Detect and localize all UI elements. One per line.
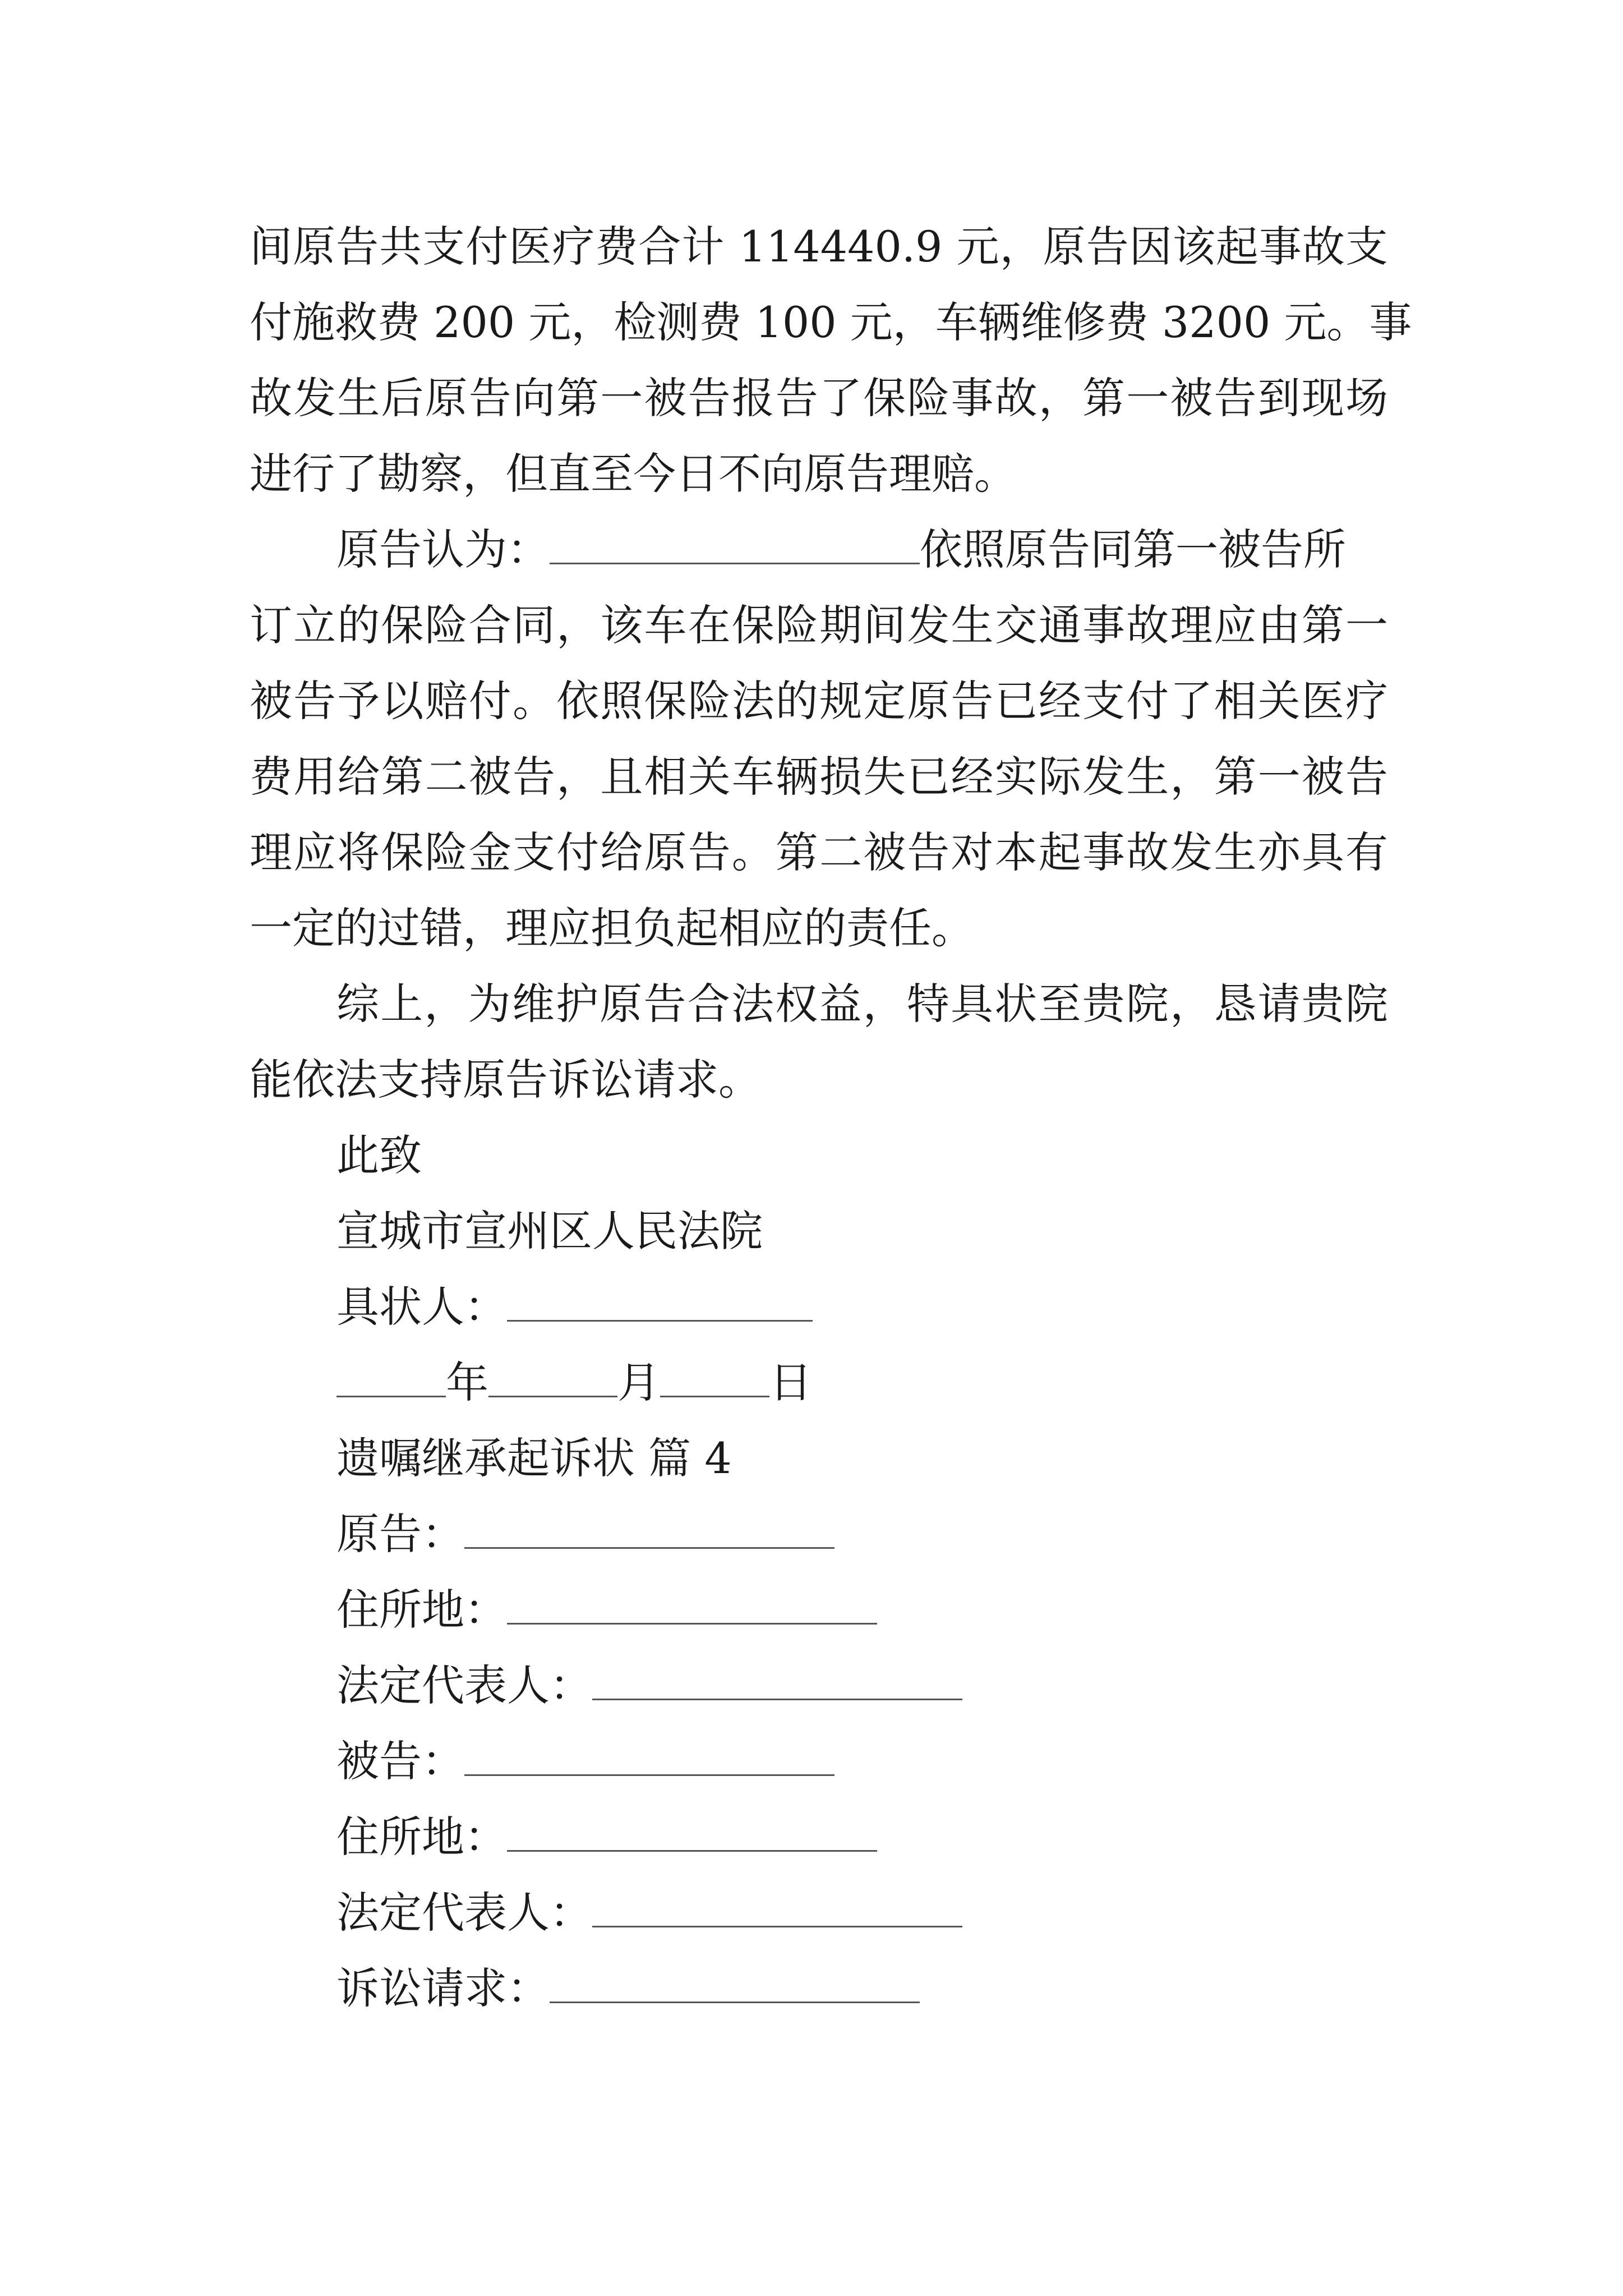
section-title: 遗嘱继承起诉状 篇 4 [336,1433,732,1483]
date-line [336,1355,1475,1411]
year-blank[interactable] [336,1360,446,1397]
paragraph-1-line-3: 故发生后原告向第一被告报告了保险事故，第一被告到现场 [250,373,1388,423]
paragraph-1-line-1: 间原告共支付医疗费合计 114440.9 元，原告因该起事故支 [250,222,1388,272]
defendant-label: 被告： [336,1736,464,1786]
plaintiff-address-blank[interactable] [507,1587,877,1625]
defendant-blank[interactable] [464,1738,834,1776]
date-month-label: 月 [617,1358,660,1407]
defendant-line [336,1733,1475,1789]
plaintiff-rep-line [336,1658,1475,1714]
paragraph-3-line-1: 综上，为维护原告合法权益，特具状至贵院，恳请贵院 [336,979,1388,1029]
court-name: 宣城市宣州区人民法院 [336,1206,763,1256]
plaintiff-blank[interactable] [464,1511,834,1549]
plaintiff-address-line [336,1582,1475,1638]
paragraph-3-line-2: 能依法支持原告诉讼请求。 [250,1055,761,1105]
paragraph-1-line-4: 进行了勘察，但直至今日不向原告理赔。 [250,449,1017,499]
date-year-label: 年 [446,1358,488,1407]
claims-label: 诉讼请求： [336,1963,550,2013]
paragraph-2-line-4: 费用给第二被告，且相关车辆损失已经实际发生，第一被告 [250,752,1388,802]
plaintiff-rep-blank[interactable] [592,1663,962,1700]
defendant-address-line [336,1809,1475,1865]
reason-blank[interactable] [550,527,920,564]
plaintiff-address-label: 住所地： [336,1585,507,1635]
paragraph-2-suffix: 依照原告同第一被告所 [920,524,1346,574]
salutation: 此致 [336,1130,422,1180]
paragraph-2-line-1 [336,522,1388,578]
claims-line [336,1961,1475,2017]
defendant-address-blank[interactable] [507,1814,877,1852]
claims-blank[interactable] [550,1966,920,2003]
paragraph-2-line-3: 被告予以赔付。依照保险法的规定原告已经支付了相关医疗 [250,676,1388,726]
plaintiff-line [336,1506,1475,1562]
paragraph-2-line-5: 理应将保险金支付给原告。第二被告对本起事故发生亦具有 [250,827,1388,877]
plaintiff-rep-label: 法定代表人： [336,1660,592,1710]
date-day-label: 日 [769,1358,812,1407]
defendant-address-label: 住所地： [336,1812,507,1862]
day-blank[interactable] [660,1360,769,1397]
defendant-rep-blank[interactable] [592,1890,962,1927]
signer-blank[interactable] [507,1284,813,1322]
paragraph-2-prefix: 原告认为： [336,524,550,574]
defendant-rep-line [336,1885,1475,1941]
paragraph-2-line-6: 一定的过错，理应担负起相应的责任。 [250,903,974,953]
defendant-rep-label: 法定代表人： [336,1888,592,1938]
plaintiff-label: 原告： [336,1509,464,1559]
paragraph-2-line-2: 订立的保险合同，该车在保险期间发生交通事故理应由第一 [250,600,1388,650]
signer-line [336,1279,1475,1335]
signer-label: 具状人： [336,1282,507,1332]
month-blank[interactable] [488,1360,617,1397]
paragraph-1-line-2: 付施救费 200 元，检测费 100 元，车辆维修费 3200 元。事 [250,297,1412,347]
